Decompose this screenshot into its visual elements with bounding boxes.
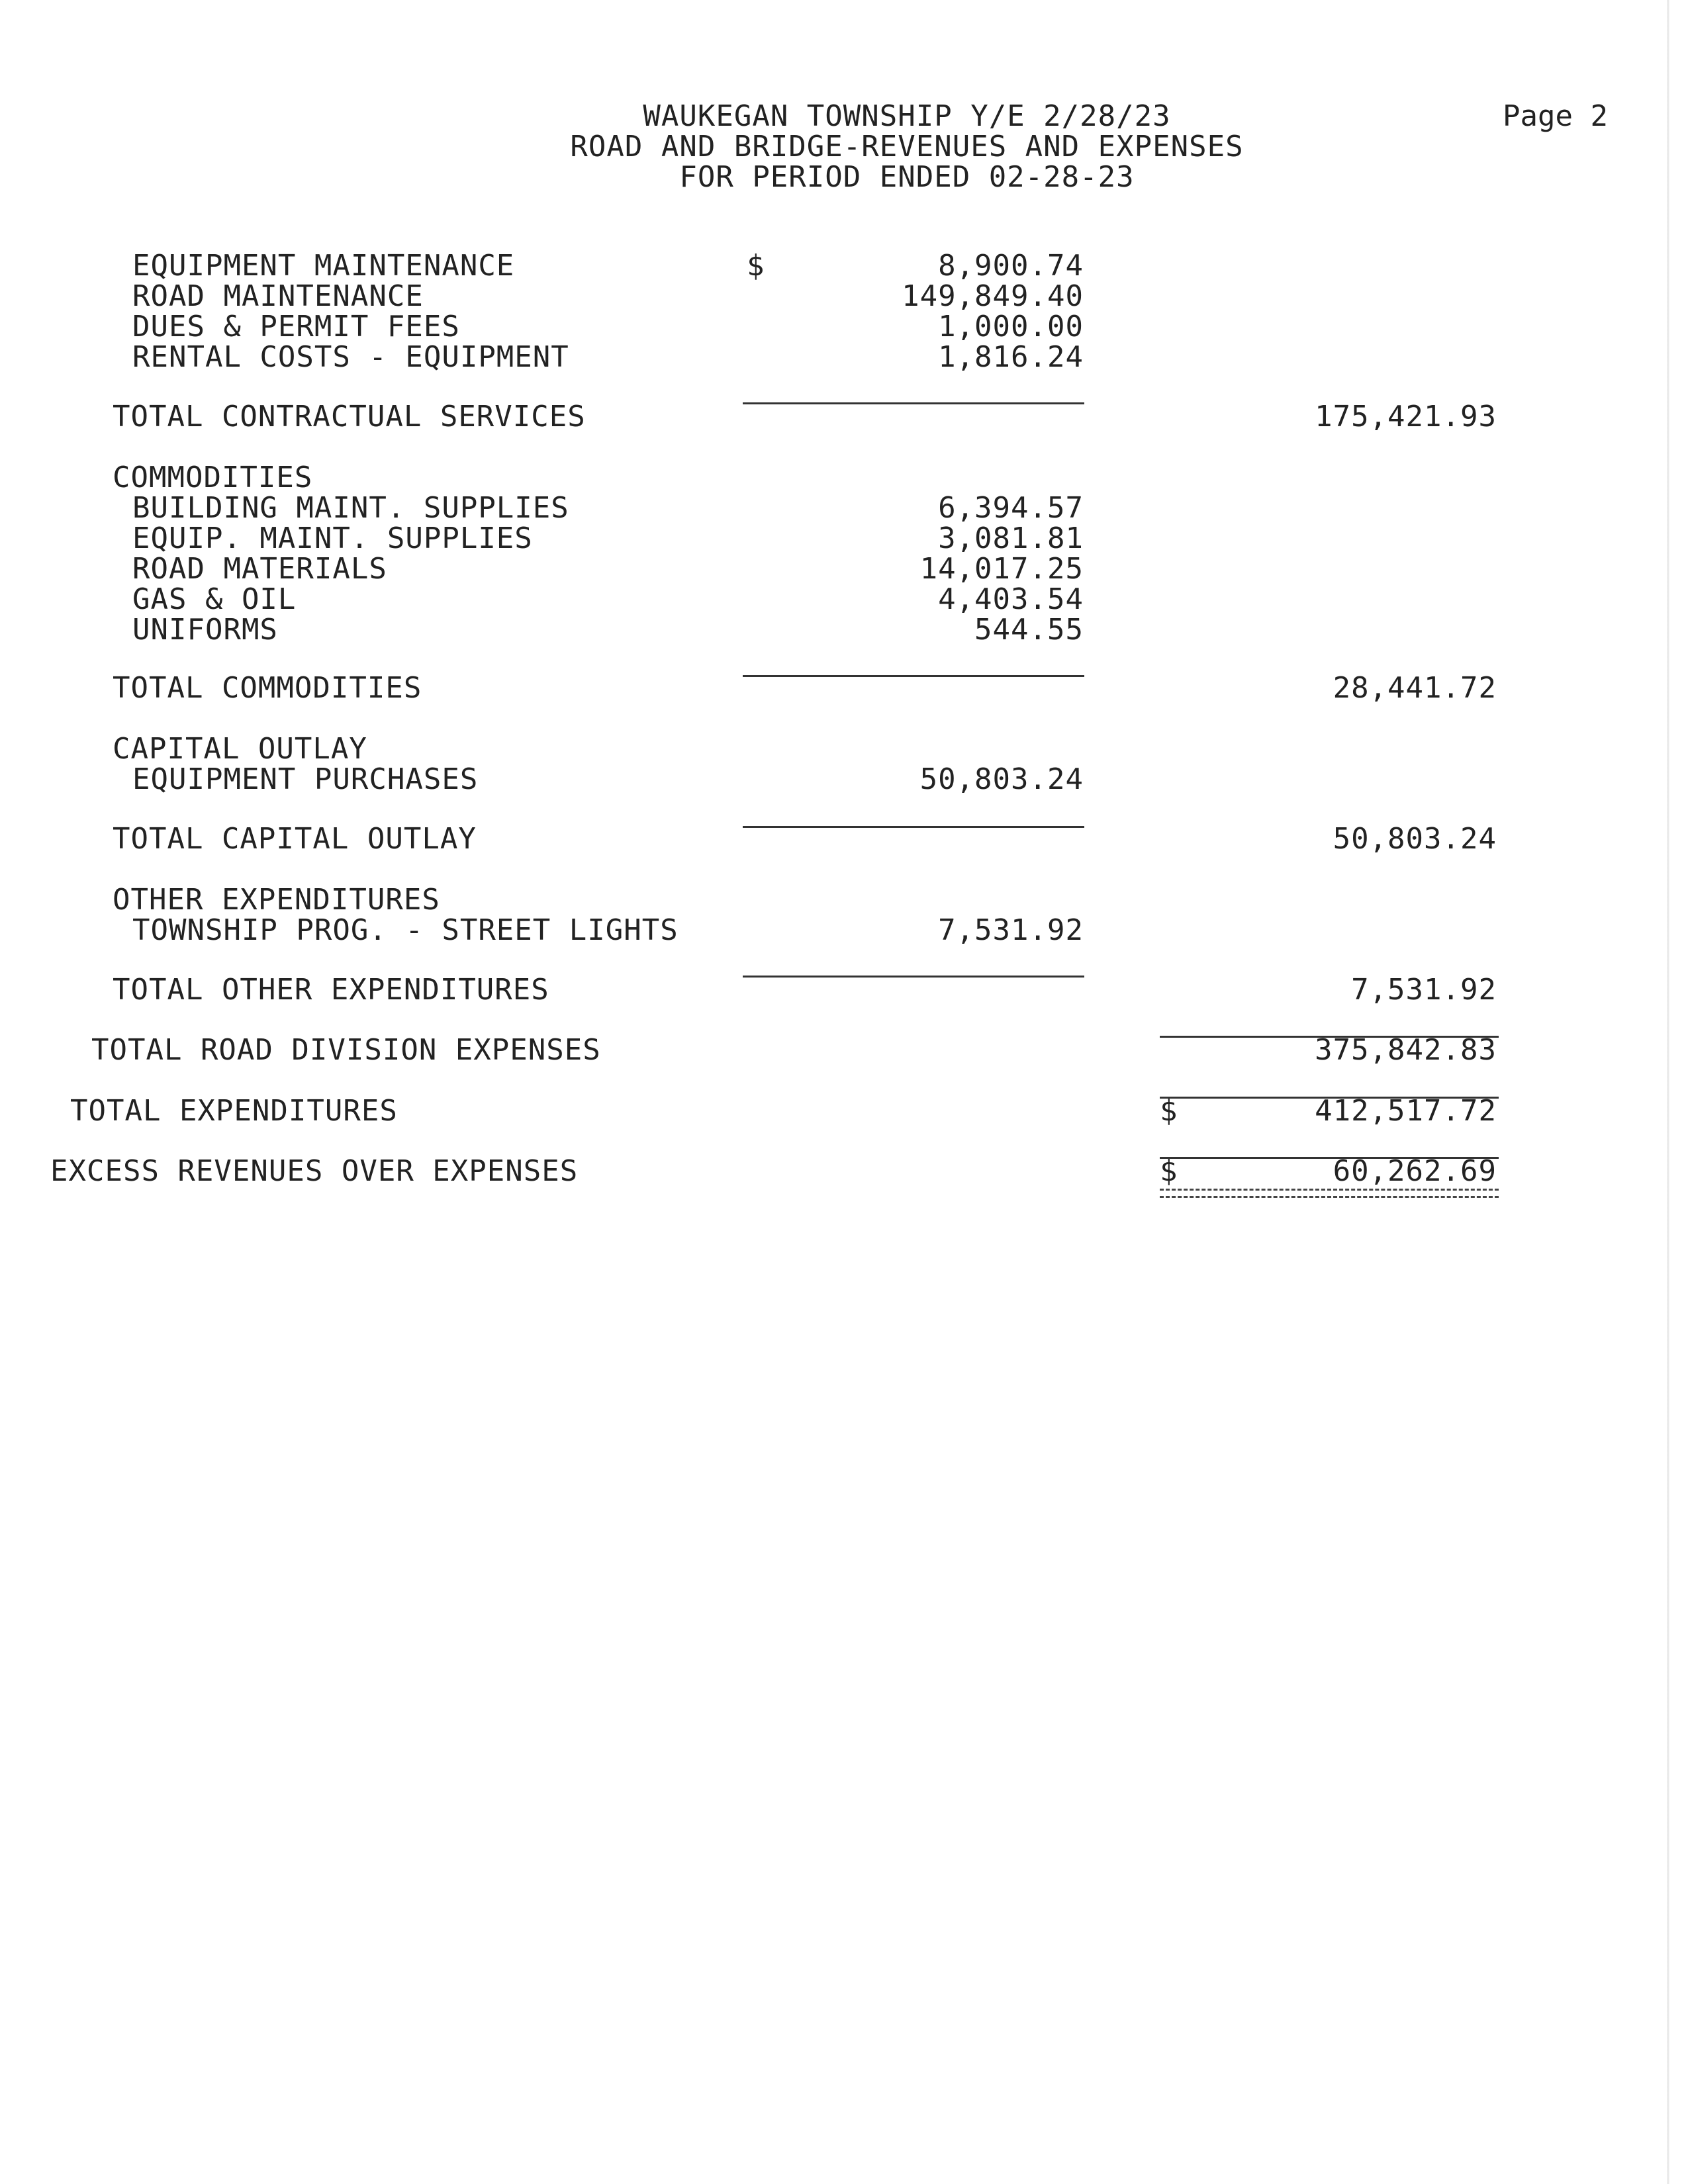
line-item-amount: 7,531.92 [938,913,1084,947]
line-item-amount: 1,000.00 [938,310,1084,343]
subtotal-rule [743,976,1084,978]
line-item-label: EQUIPMENT PURCHASES [132,762,479,796]
section-total-label: TOTAL CONTRACTUAL SERVICES [113,400,586,433]
excess-revenues-label: EXCESS REVENUES OVER EXPENSES [50,1154,579,1188]
line-item-label: DUES & PERMIT FEES [132,310,460,343]
scan-edge [1667,0,1669,2184]
section-total-amount: 50,803.24 [1333,822,1497,856]
line-item-label: GAS & OIL [132,582,297,616]
report-period: FOR PERIOD ENDED 02-28-23 [679,160,1135,194]
road-division-total-label: TOTAL ROAD DIVISION EXPENSES [91,1033,601,1067]
excess-revenues-amount: 60,262.69 [1333,1154,1497,1188]
line-item-amount: 50,803.24 [919,762,1084,796]
road-division-total-amount: 375,842.83 [1315,1033,1497,1067]
line-item-amount: 6,394.57 [938,491,1084,525]
line-item-label: RENTAL COSTS - EQUIPMENT [132,340,569,374]
line-item-amount: 149,849.40 [902,279,1084,313]
currency-symbol: $ [1160,1094,1178,1128]
double-underline [1160,1189,1499,1198]
line-item-label: TOWNSHIP PROG. - STREET LIGHTS [132,913,679,947]
total-expenditures-label: TOTAL EXPENDITURES [70,1094,398,1128]
report-subtitle: ROAD AND BRIDGE-REVENUES AND EXPENSES [570,130,1244,163]
section-total-amount: 28,441.72 [1333,671,1497,705]
line-item-amount: 544.55 [974,613,1084,647]
line-item-label: ROAD MAINTENANCE [132,279,424,313]
report-title: WAUKEGAN TOWNSHIP Y/E 2/28/23 [643,99,1171,133]
line-item-label: EQUIP. MAINT. SUPPLIES [132,522,533,555]
line-item-amount: 4,403.54 [938,582,1084,616]
line-item-amount: 8,900.74 [938,249,1084,283]
subtotal-rule [743,826,1084,828]
section-total-label: TOTAL CAPITAL OUTLAY [113,822,477,856]
subtotal-rule [743,675,1084,677]
section-heading: CAPITAL OUTLAY [113,732,367,766]
section-heading: COMMODITIES [113,461,313,494]
line-item-label: EQUIPMENT MAINTENANCE [132,249,515,283]
line-item-amount: 14,017.25 [919,552,1084,586]
section-total-amount: 175,421.93 [1315,400,1497,433]
section-total-amount: 7,531.92 [1351,973,1497,1007]
currency-symbol: $ [1160,1154,1178,1188]
section-total-label: TOTAL COMMODITIES [113,671,422,705]
currency-symbol: $ [747,249,765,283]
line-item-label: ROAD MATERIALS [132,552,387,586]
line-item-label: BUILDING MAINT. SUPPLIES [132,491,569,525]
subtotal-rule [743,402,1084,404]
page-number: Page 2 [1503,99,1608,133]
section-heading: OTHER EXPENDITURES [113,883,440,917]
section-total-label: TOTAL OTHER EXPENDITURES [113,973,549,1007]
total-expenditures-amount: 412,517.72 [1315,1094,1497,1128]
line-item-label: UNIFORMS [132,613,278,647]
line-item-amount: 3,081.81 [938,522,1084,555]
line-item-amount: 1,816.24 [938,340,1084,374]
